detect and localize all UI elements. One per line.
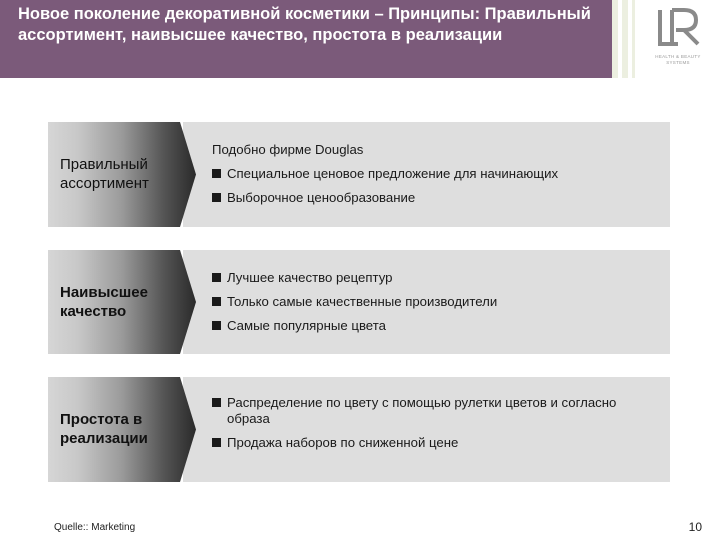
- slide-title: Новое поколение декоративной косметики – Принципы: Правильный ассортимент, наивысшее качество, простота в реализации: [18, 5, 591, 44]
- square-bullet-icon: [212, 438, 221, 447]
- list-item: [212, 166, 652, 182]
- bullet-text: Самые популярные цвета: [227, 318, 386, 333]
- row-label-text: Правильный ассортимент: [60, 156, 149, 192]
- square-bullet-icon: [212, 193, 221, 202]
- square-bullet-icon: [212, 169, 221, 178]
- row-content: [212, 270, 652, 342]
- source-note: Quelle:: Marketing: [54, 522, 136, 533]
- bullet-text: Выборочное ценообразование: [227, 190, 416, 205]
- logo-subtitle: HEALTH & BEAUTY SYSTEMS: [655, 54, 701, 65]
- square-bullet-icon: [212, 398, 221, 407]
- list-item: [212, 270, 652, 286]
- square-bullet-icon: [212, 297, 221, 306]
- row-content: [212, 142, 652, 214]
- bullet-text: Только самые качественные производители: [227, 294, 498, 309]
- list-item: [212, 318, 652, 334]
- row-plain-text: Подобно фирме Douglas: [212, 142, 364, 157]
- decor-stripe: [632, 0, 635, 78]
- row-label-text: Простота в реализации: [60, 411, 148, 447]
- square-bullet-icon: [212, 321, 221, 330]
- lr-logo: [648, 4, 714, 74]
- bullet-text: Лучшее качество рецептур: [227, 270, 393, 285]
- list-item: [212, 435, 652, 451]
- lr-logo-icon: [648, 4, 708, 52]
- bullet-text: Распределение по цвету с помощью рулетки цветов и согласно образа: [227, 395, 617, 426]
- list-item: [212, 190, 652, 206]
- page-number: 10: [688, 520, 702, 534]
- decor-stripe: [612, 0, 618, 78]
- row-content: [212, 395, 652, 459]
- bullet-text: Продажа наборов по сниженной цене: [227, 435, 459, 450]
- list-item: [212, 294, 652, 310]
- row-label-text: Наивысшее качество: [60, 284, 148, 320]
- list-item: [212, 395, 652, 427]
- decor-stripe: [622, 0, 628, 78]
- bullet-text: Специальное ценовое предложение для начинающих: [227, 166, 559, 181]
- title-bar: [0, 0, 612, 78]
- square-bullet-icon: [212, 273, 221, 282]
